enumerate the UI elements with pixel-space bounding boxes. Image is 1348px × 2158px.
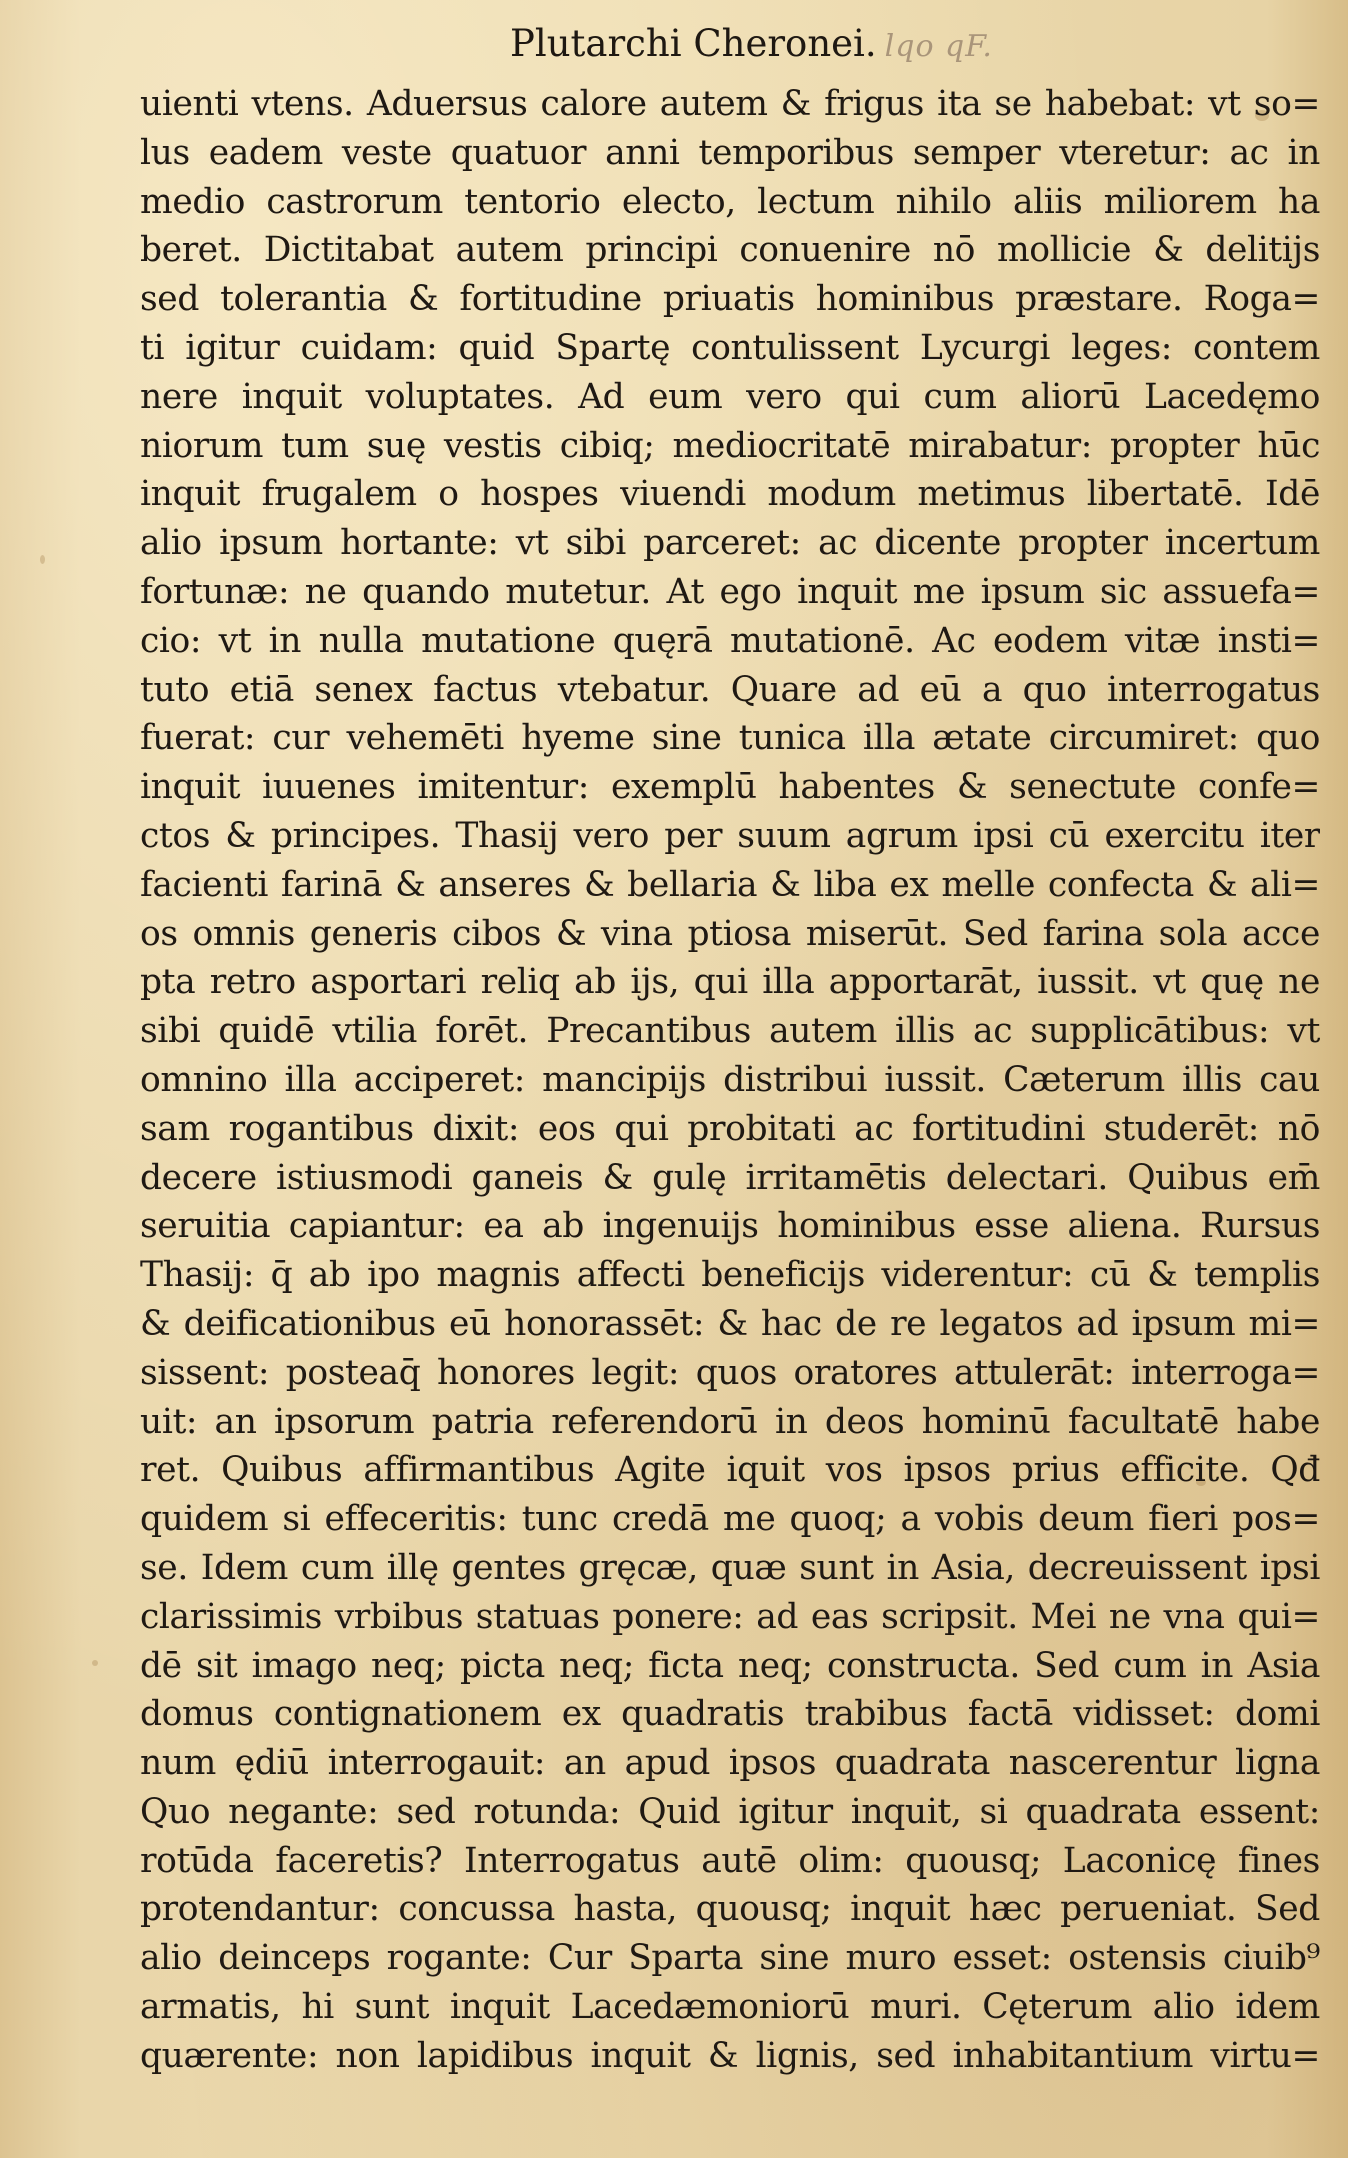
text-line: se. Idem cum illę gentes gręcæ, quæ sunt in Asia, decreuissent ipsi bbox=[140, 1547, 1320, 1588]
text-line: niorum tum suę vestis cibiq; mediocritatē mirabatur: propter hūc bbox=[140, 425, 1320, 466]
text-line: alio deinceps rogante: Cur Sparta sine muro esset: ostensis ciuib⁹ bbox=[140, 1938, 1320, 1979]
text-line: sed tolerantia & fortitudine priuatis hominibus præstare. Roga= bbox=[140, 279, 1320, 320]
text-line: sissent: posteaq̄ honores legit: quos oratores attulerāt: interroga= bbox=[140, 1352, 1320, 1393]
text-line: medio castrorum tentorio electo, lectum nihilo aliis miliorem ha bbox=[140, 181, 1320, 222]
text-line: dē sit imago neq; picta neq; ficta neq; constructa. Sed cum in Asia bbox=[140, 1645, 1320, 1686]
body-text bbox=[140, 80, 1320, 2081]
text-line: omnino illa acciperet: mancipijs distribui iussit. Cæterum illis cau bbox=[140, 1059, 1320, 1100]
text-line: lus eadem veste quatuor anni temporibus semper vteretur: ac in bbox=[140, 132, 1320, 173]
text-line: armatis, hi sunt inquit Lacedæmoniorū muri. Cęterum alio idem bbox=[140, 1987, 1320, 2028]
text-line: tuto etiā senex factus vtebatur. Quare ad eū a quo interrogatus bbox=[140, 669, 1320, 710]
text-line: ret. Quibus affirmantibus Agite iquit vos ipsos prius efficite. Qđ bbox=[140, 1450, 1320, 1491]
text-line: facienti farinā & anseres & bellaria & liba ex melle confecta & ali= bbox=[140, 864, 1320, 905]
folio-number: lqo qF. bbox=[884, 29, 993, 64]
text-line: alio ipsum hortante: vt sibi parceret: ac dicente propter incertum bbox=[140, 523, 1320, 564]
running-head bbox=[510, 22, 1030, 70]
text-line: uit: an ipsorum patria referendorū in deos hominū facultatē habe bbox=[140, 1401, 1320, 1442]
text-line: clarissimis vrbibus statuas ponere: ad eas scripsit. Mei ne vna qui= bbox=[140, 1596, 1320, 1637]
text-line: fuerat: cur vehemēti hyeme sine tunica illa ætate circumiret: quo bbox=[140, 718, 1320, 759]
text-line: beret. Dictitabat autem principi conuenire nō mollicie & delitijs bbox=[140, 230, 1320, 271]
text-line: fortunæ: ne quando mutetur. At ego inquit me ipsum sic assuefa= bbox=[140, 571, 1320, 612]
text-line: inquit frugalem o hospes viuendi modum metimus libertatē. Idē bbox=[140, 474, 1320, 515]
text-line: sam rogantibus dixit: eos qui probitati ac fortitudini studerēt: nō bbox=[140, 1108, 1320, 1149]
text-line: rotūda faceretis? Interrogatus autē olim: quousq; Laconicę fines bbox=[140, 1840, 1320, 1881]
text-line: decere istiusmodi ganeis & gulę irritamētis delectari. Quibus em̄ bbox=[140, 1157, 1320, 1198]
age-spot bbox=[40, 555, 45, 564]
text-line: domus contignationem ex quadratis trabibus factā vidisset: domi bbox=[140, 1694, 1320, 1735]
text-line: sibi quidē vtilia forēt. Precantibus autem illis ac supplicātibus: vt bbox=[140, 1011, 1320, 1052]
text-line: ctos & principes. Thasij vero per suum agrum ipsi cū exercitu iter bbox=[140, 815, 1320, 856]
text-line: & deificationibus eū honorassēt: & hac de re legatos ad ipsum mi= bbox=[140, 1303, 1320, 1344]
text-line: num ędiū interrogauit: an apud ipsos quadrata nascerentur ligna bbox=[140, 1743, 1320, 1784]
text-line: pta retro asportari reliq ab ijs, qui illa apportarāt, iussit. vt quę ne bbox=[140, 962, 1320, 1003]
text-line: uienti vtens. Aduersus calore autem & frigus ita se habebat: vt so= bbox=[140, 84, 1320, 124]
text-line: nere inquit voluptates. Ad eum vero qui cum aliorū Lacedęmo bbox=[140, 376, 1320, 417]
text-line: Quo negante: sed rotunda: Quid igitur inquit, si quadrata essent: bbox=[140, 1791, 1320, 1832]
text-line: seruitia capiantur: ea ab ingenuijs hominibus esse aliena. Rursus bbox=[140, 1206, 1320, 1247]
text-line: os omnis generis cibos & vina ptiosa miserūt. Sed farina sola acce bbox=[140, 913, 1320, 954]
age-spot bbox=[92, 1660, 98, 1666]
text-line: inquit iuuenes imitentur: exemplū habentes & senectute confe= bbox=[140, 767, 1320, 808]
text-line: cio: vt in nulla mutatione quęrā mutationē. Ac eodem vitæ insti= bbox=[140, 620, 1320, 661]
running-head-title: Plutarchi Cheronei. bbox=[510, 22, 877, 65]
text-line: protendantur: concussa hasta, quousq; inquit hæc perueniat. Sed bbox=[140, 1889, 1320, 1930]
text-line: quidem si effeceritis: tunc credā me quoq; a vobis deum fieri pos= bbox=[140, 1499, 1320, 1540]
text-line: quærente: non lapidibus inquit & lignis, sed inhabitantium virtu= bbox=[140, 2035, 1320, 2076]
text-line: ti igitur cuidam: quid Spartę contulissent Lycurgi leges: contem bbox=[140, 327, 1320, 368]
text-line: Thasij: q̄ ab ipo magnis affecti beneficijs viderentur: cū & templis bbox=[140, 1255, 1320, 1296]
